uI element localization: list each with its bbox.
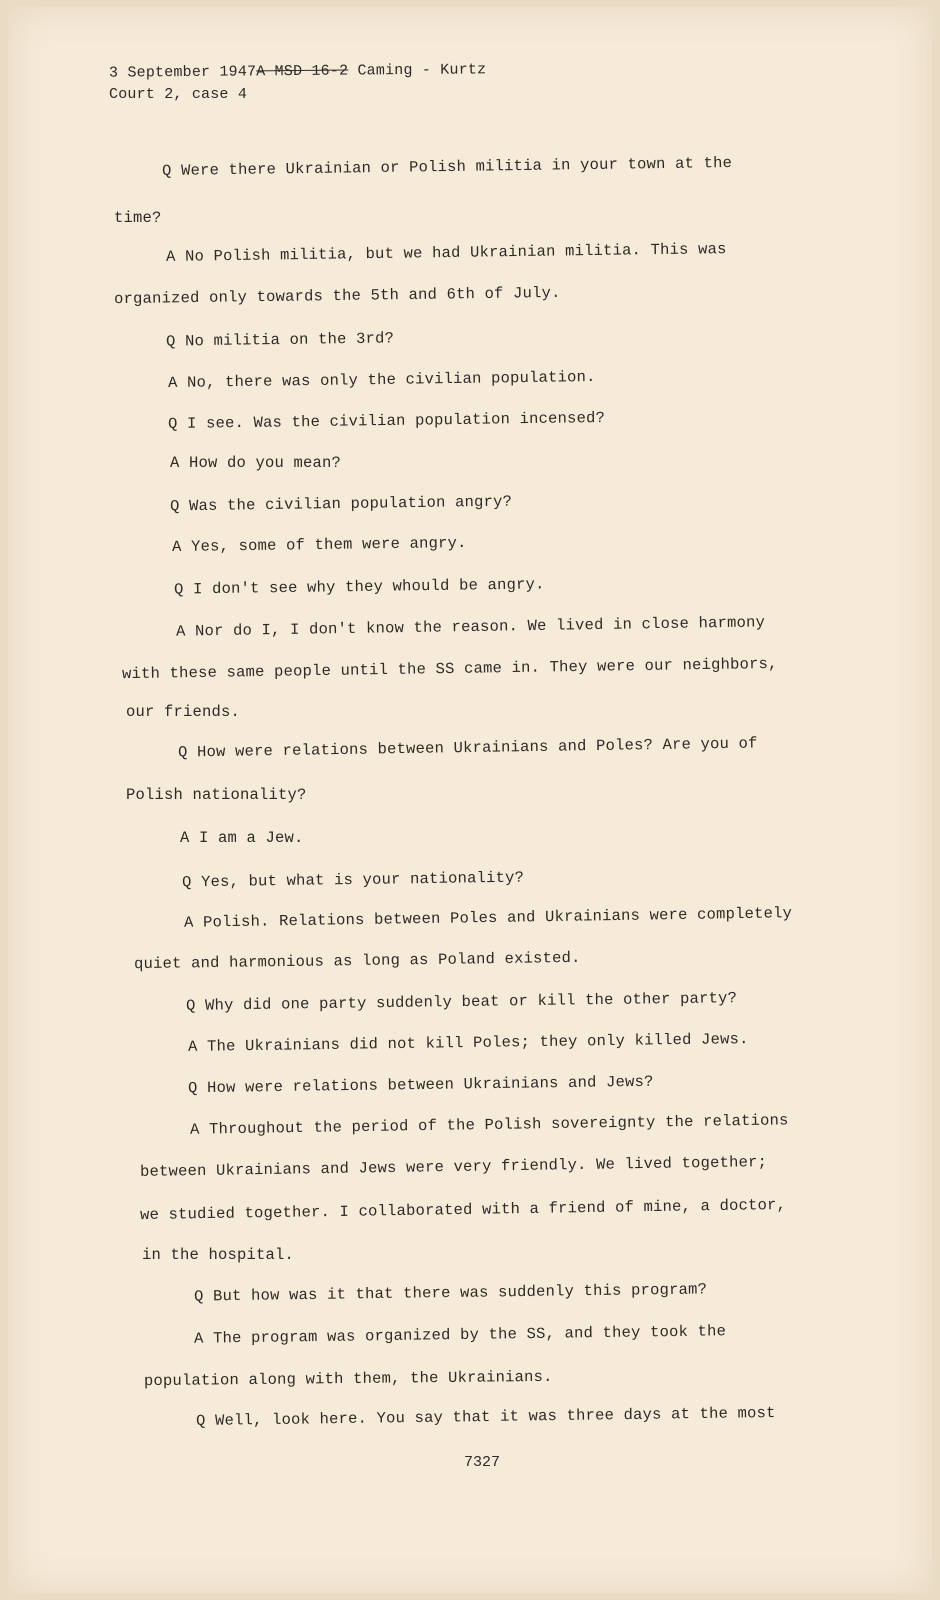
transcript-line: Q Were there Ukrainian or Polish militia in your town at the (161, 154, 733, 180)
transcript-line: quiet and harmonious as long as Poland existed. (133, 948, 581, 974)
transcript-line: A The program was organized by the SS, and they took the (193, 1322, 727, 1348)
transcript-line: Q I don't see why they whould be angry. (173, 575, 545, 599)
transcript-line: Q How were relations between Ukrainians and Jews? (187, 1072, 654, 1098)
transcript-line: A No Polish militia, but we had Ukrainian militia. This was (165, 240, 727, 266)
transcript-line: Q How were relations between Ukrainians and Poles? Are you of (177, 734, 758, 762)
transcript-line: A Polish. Relations between Poles and Ukrainians were completely (183, 904, 793, 932)
transcript-line: A Yes, some of them were angry. (171, 533, 467, 557)
transcript-line: Q Why did one party suddenly beat or kill the other party? (185, 989, 738, 1015)
transcript-page (8, 6, 932, 1594)
transcript-line: A How do you mean? (170, 454, 342, 472)
header-date: 3 September 1947 (108, 63, 257, 82)
transcript-line: Q Yes, but what is your nationality? (181, 868, 525, 892)
transcript-line: organized only towards the 5th and 6th of July. (113, 283, 561, 309)
transcript-line: population along with them, the Ukrainians. (143, 1367, 553, 1391)
transcript-line: Polish nationality? (126, 786, 307, 804)
transcript-line: Q But how was it that there was suddenly this program? (193, 1280, 708, 1306)
header-line (109, 61, 486, 81)
transcript-line: A I am a Jew. (180, 829, 304, 847)
struck-reference: A MSD 16-2 (256, 62, 349, 81)
transcript-line: A Nor do I, I don't know the reason. We lived in close harmony (175, 613, 766, 641)
transcript-line: Q I see. Was the civilian population incensed? (167, 408, 606, 434)
transcript-line: A The Ukrainians did not kill Poles; they only killed Jews. (187, 1030, 749, 1056)
transcript-line: Q No militia on the 3rd? (165, 329, 395, 351)
court-line: Court 2, case 4 (109, 86, 248, 103)
transcript-line: time? (114, 209, 162, 227)
header-names: Caming - Kurtz (357, 61, 487, 80)
transcript-line: between Ukrainians and Jews were very friendly. We lived together; (139, 1153, 768, 1181)
transcript-line: in the hospital. (142, 1246, 295, 1264)
transcript-line: A No, there was only the civilian population. (167, 368, 596, 392)
page-number: 7327 (464, 1454, 501, 1471)
transcript-line: A Throughout the period of the Polish sovereignty the relations (189, 1111, 789, 1139)
transcript-line: with these same people until the SS came in. They were our neighbors, (121, 654, 778, 684)
transcript-line: Q Well, look here. You say that it was three days at the most (195, 1403, 776, 1431)
transcript-line: we studied together. I collaborated with a friend of mine, a doctor, (139, 1195, 787, 1225)
transcript-line: our friends. (126, 703, 241, 721)
transcript-line: Q Was the civilian population angry? (169, 492, 513, 516)
